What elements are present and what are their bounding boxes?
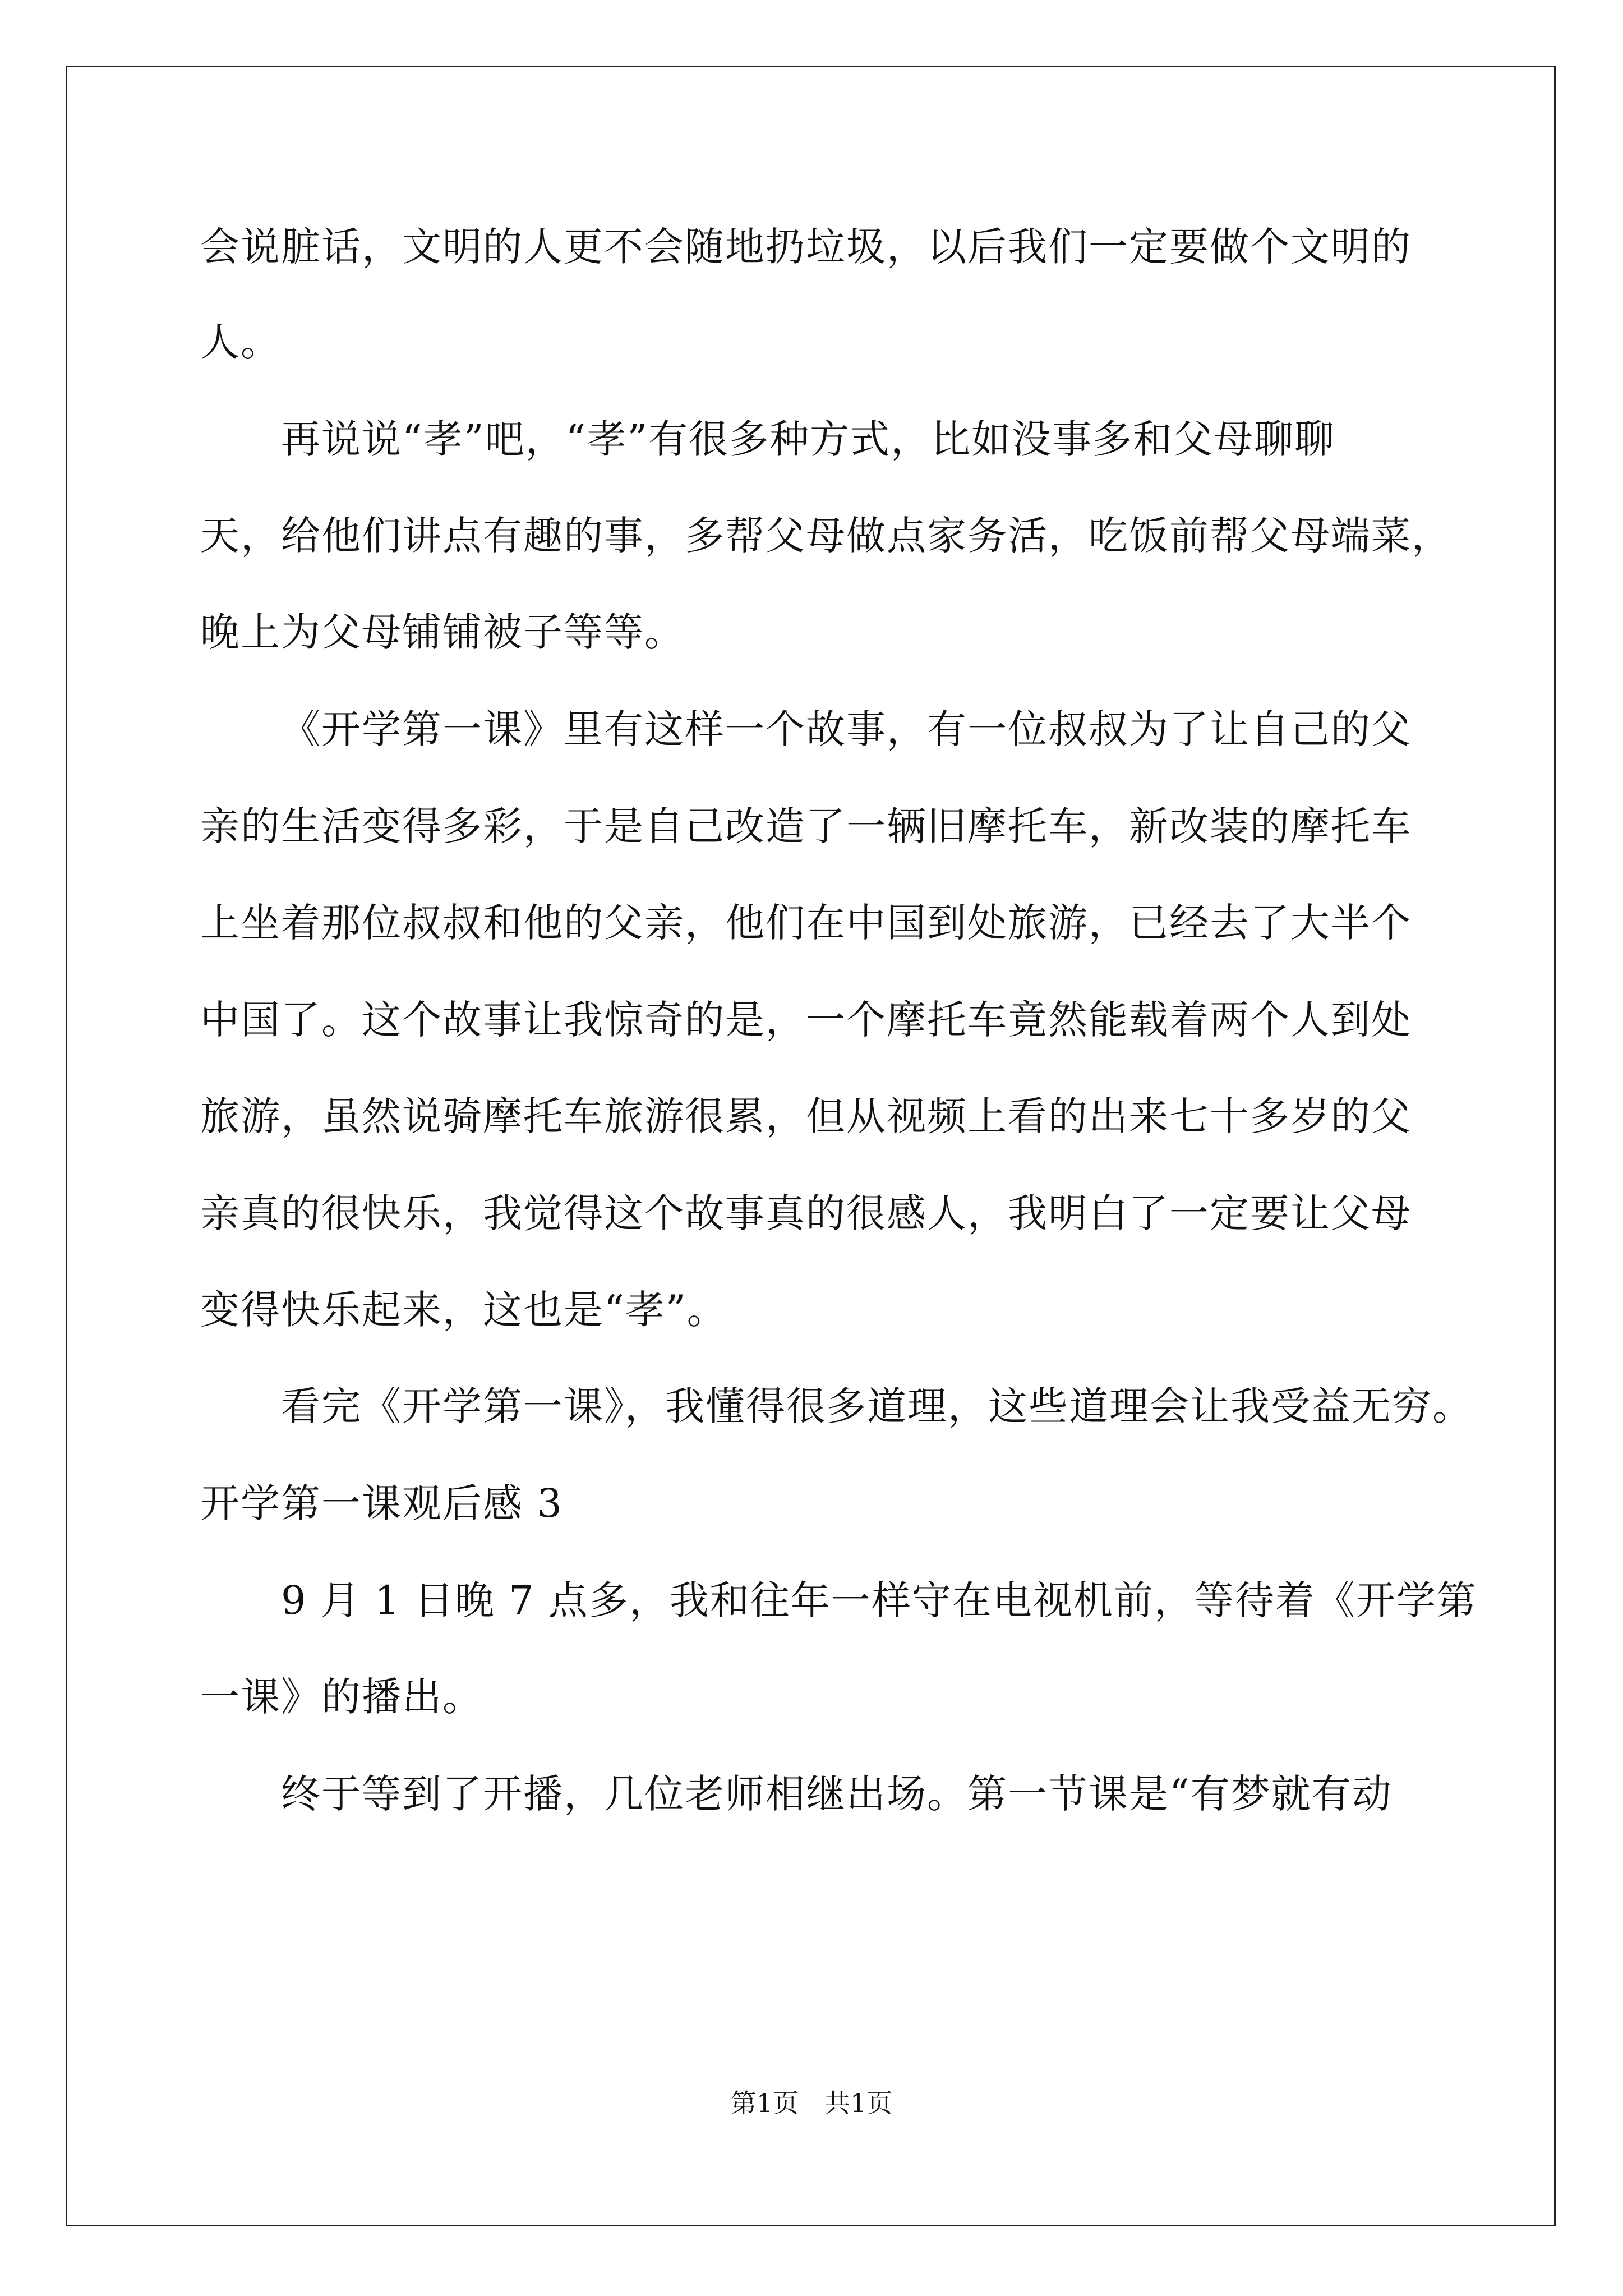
page-number-label: 第1页 共1页 (730, 2088, 893, 2118)
page-footer (0, 2086, 1623, 2120)
text-line: 会说脏话，文明的人更不会随地扔垃圾，以后我们一定要做个文明的 (200, 224, 1412, 270)
page-border (66, 66, 1556, 2226)
text-line: 一课》的播出。 (200, 1674, 483, 1720)
text-line: 亲真的很快乐，我觉得这个故事真的很感人，我明白了一定要让父母 (200, 1190, 1412, 1236)
paragraph-first-line: 再说说“孝”吧，“孝”有很多种方式，比如没事多和父母聊聊 (281, 416, 1335, 462)
paragraph-first-line: 终于等到了开播，几位老师相继出场。第一节课是“有梦就有动 (281, 1771, 1393, 1817)
text-line: 中国了。这个故事让我惊奇的是，一个摩托车竟然能载着两个人到处 (200, 997, 1412, 1043)
text-line: 变得快乐起来，这也是“孝”。 (200, 1287, 727, 1333)
section-heading: 开学第一课观后感 3 (200, 1480, 563, 1526)
text-line: 天，给他们讲点有趣的事，多帮父母做点家务活，吃饭前帮父母端菜， (200, 513, 1452, 559)
text-line: 旅游，虽然说骑摩托车旅游很累，但从视频上看的出来七十多岁的父 (200, 1093, 1412, 1139)
paragraph-first-line: 看完《开学第一课》，我懂得很多道理，这些道理会让我受益无穷。 (281, 1383, 1473, 1429)
paragraph-first-line: 《开学第一课》里有这样一个故事，有一位叔叔为了让自己的父 (281, 706, 1412, 752)
text-line: 上坐着那位叔叔和他的父亲，他们在中国到处旅游，已经去了大半个 (200, 900, 1412, 946)
text-line: 人。 (200, 319, 281, 365)
text-line: 晚上为父母铺铺被子等等。 (200, 609, 685, 655)
text-line: 亲的生活变得多彩，于是自己改造了一辆旧摩托车，新改装的摩托车 (200, 803, 1412, 849)
paragraph-first-line: 9 月 1 日晚 7 点多，我和往年一样守在电视机前，等待着《开学第 (281, 1577, 1477, 1623)
